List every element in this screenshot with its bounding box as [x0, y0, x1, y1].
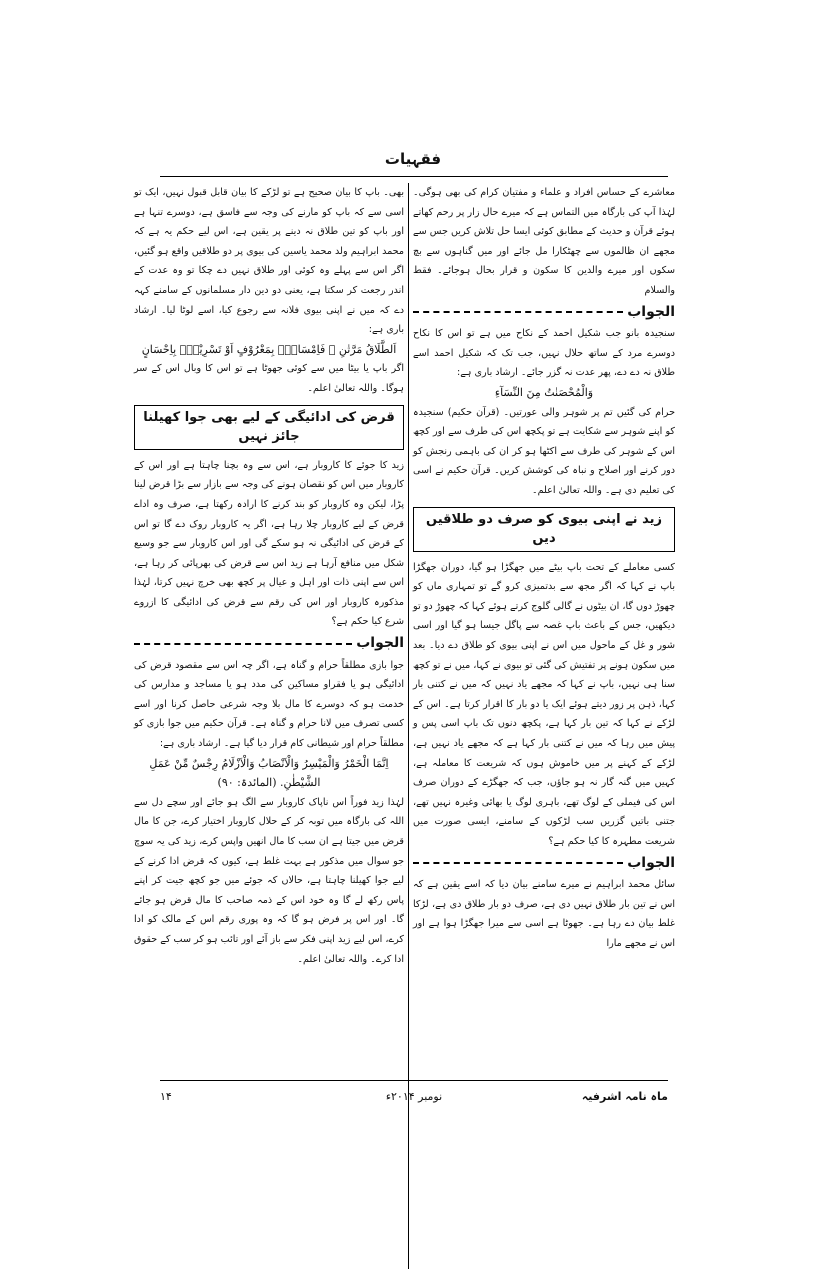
arabic-verse-3: اِنَّمَا الْخَمْرُ وَالْمَيْسِرُ وَالْاَنْصَابُ وَالْاَزْلَامُ رِجْسٌ مِّنْ عَمَلِ الشَّيْطٰنِ. (المائدۃ: ۹۰) — [149, 756, 389, 790]
question-text-2: کسی معاملے کے تحت باپ بیٹے میں جھگڑا ہو گیا، دوران جھگڑا باپ نے کہا کہ اگر مجھ سے بدتمیزی کرو گے تو تمہاری ماں کو چھوڑ دوں گا، ان بیٹوں نے گالی گلوج کرتے ہوئے کہا کہ چھوڑ دو تو دیکھیں، جس کے باعث باپ غصہ سے پاگل جیسا ہو گیا اور اسی شور و غل کے ماحول میں اس نے اپنی بیوی کو طلاق دے دیا۔ بعد میں سکون ہونے پر تفتیش کی گئی تو بیوی نے کہا، میں نے تو کچھ سنا ہی نہیں، باپ نے کہا کہ مجھے یاد نہیں کہ میں نے کتنی بار کہا، ذہن پر زور دیتے ہوئے ایک یا دو بار کا اقرار کرتا ہے۔ اس کے لڑکے نے کہا کہ تین بار کہا ہے، پکچھ دنوں تک باپ اسی پس و پیش میں رہا کہ میں نے کتنی بار کہا ہے کہ مجھے یاد نہیں ہے، لڑکے کے کہنے پر میں خاموش ہوں کہ شریعت کا معاملہ ہے، کہیں میں گنہ گار نہ ہو جاؤں، جب کہ جھگڑے کے دوران صرف اس کی فیملی کے لوگ تھے، باہری لوگ یا بھائی وغیرہ نہیں تھے، جتنی باتیں گزریں سب لڑکوں کے سامنے، ایسی صورت میں شریعت مطہرہ کا کیا حکم ہے؟ — [412, 561, 675, 847]
answer-text-1b: حرام کی گئیں تم پر شوہر والی عورتیں۔ (قرآن حکیم) سنجیدہ کو اپنے شوہر سے شکایت ہے تو پکچھ اس کی طرف سے اور کچھ اس کے شوہر کی طرف سے اکٹھا ہو کر ان کی باہمی رنجش کو دور کرنے اور اصلاح و نباہ کی کوشش کریں۔ قرآن حکیم نے اسی کی تعلیم دی ہے۔ واللہ تعالیٰ اعلم۔ — [413, 406, 675, 496]
footer — [160, 1090, 668, 1110]
right-intro: معاشرے کے حساس افراد و علماء و مفتیان کرام کی بھی ہوگی۔ لہٰذا آپ کی بارگاہ میں التماس ہے کہ میرے حال زار پر رحم کھاتے ہوئے قرآن و حدیث کے مطابق کوئی ایسا حل تلاش کریں جس سے مجھے ان ظالموں سے چھٹکارا مل جائے اور میں گناہوں سے بچ سکوں اور میرے والدین کا سکون و قرار بحال ہوجائے۔ فقط والسلام — [413, 187, 675, 296]
answer-text-3b: لہٰذا زید فوراً اس ناپاک کاروبار سے الگ ہو جائے اور سچے دل سے اللہ کی بارگاہ میں توبہ کر کے حلال کاروبار اختیار کرے، جن کا مال قرض میں جیتا ہے ان سب کا مال انھیں واپس کرے، زید کی یہ سوچ جو سوال میں مذکور ہے بہت غلط ہے، کیوں کہ قرض ادا کرنے کے لیے جوا کھیلنا چاہتا ہے، حالاں کہ جوئے میں جو کچھ جیت کر اپنے پاس رکھ لے گا وہ خود اس کے ذمہ صاحب کا مال قرض ہو جائے گا۔ اور اس پر فرض ہو گا کہ وہ پوری رقم اس کے مالک کو ادا کرے، اس لیے زید اپنی فکر سے باز آئے اور تائب ہو کر سب کے حقوق ادا کرے۔ واللہ تعالیٰ اعلم۔ — [134, 796, 404, 965]
section-title-box-2: زید نے اپنی بیوی کو صرف دو طلاقیں دیں — [413, 507, 675, 552]
left-column — [134, 183, 404, 969]
page-title: فقہیات — [384, 150, 442, 168]
footer-rule — [160, 1080, 668, 1081]
answer-heading-3 — [134, 634, 404, 654]
question-text-1: زید کا جوئے کا کاروبار ہے، اس سے وہ بچنا چاہتا ہے اور اس کے کاروبار میں اس کو نقصان ہونے کی وجہ سے بازار سے بڑا قرض لینا پڑا، لیکن وہ کاروبار کو بند کرنے کا ارادہ رکھتا ہے، صرف وہ اداے قرض کے لیے کاروبار چلا رہا ہے، اگر یہ کاروبار روک دے گا تو اس کے قرض کی ادائیگی نہ ہو سکے گی اور اس کاروبار سے جو وسیع شکل میں منافع آرہا ہے زید اس سے قرض کی بھرپائی کر رہا ہے، اس سے اپنی ذات اور اہل و عیال پر کچھ بھی خرچ نہیں کرتا، لہٰذا مذکورہ کاروبار اور اس کی رقم سے قرض کی ادائیگی کا ازروے شرع کیا حکم ہے؟ — [134, 459, 404, 628]
left-intro-2: اگر باپ یا بیٹا میں سے کوئی جھوٹا ہے تو اس کا وبال اس کے سر ہوگا۔ واللہ تعالیٰ اعلم۔ — [134, 363, 404, 394]
dash-rule — [413, 311, 623, 313]
answer-text-2: سائل محمد ابراہیم نے میرے سامنے بیان دیا کہ اسے یقین ہے کہ اس نے تین بار طلاق نہیں دی ہے، صرف دو بار طلاق دی ہے، لڑکا غلط بیان دے رہا ہے۔ جھوٹا ہے اسی سے میرا جھگڑا ہوا ہے اور اس نے مجھے مارا — [413, 879, 675, 949]
issue-date: نومبر ۲۰۱۴ء — [385, 1090, 443, 1103]
left-intro: بھی۔ باپ کا بیان صحیح ہے تو لڑکے کا بیان قابل قبول نہیں، ایک تو اسی سے کہ باپ کو مارنے کی وجہ سے فاسق ہے، دوسرے تنہا ہے اور باپ کو تین طلاق نہ دینے پر یقین ہے، اس لیے حکم یہ ہے کہ محمد ابراہیم ولد محمد یاسین کی بیوی پر دو طلاقیں واقع ہو گئیں، اگر اس سے پہلے وہ کوئی اور طلاق نہیں دے چکا تو وہ عدت کے اندر رجعت کر سکتا ہے، یعنی دو دین دار مسلمانوں کے سامنے کہہ دے کہ میں نے اپنی بیوی فلانہ سے رجوع کیا، اسے لوٹا لیا۔ ارشاد باری ہے: — [134, 187, 404, 336]
answer-label: الجواب — [356, 635, 404, 652]
answer-text-1: سنجیدہ بانو جب شکیل احمد کے نکاح میں ہے تو اس کا نکاح دوسرے مرد کے ساتھ حلال نہیں، جب تک کہ شکیل احمد اسے طلاق نہ دے دے، پھر عدت نہ گزر جائے۔ ارشاد باری ہے: — [413, 328, 675, 379]
dash-rule — [413, 862, 623, 864]
header-rule — [160, 176, 668, 177]
magazine-name: ماہ نامہ اشرفیہ — [581, 1090, 668, 1103]
answer-text-3: جوا بازی مطلقاً حرام و گناہ ہے، اگر چہ اس سے مقصود قرض کی ادائیگی ہو یا فقراو مساکین کی مدد ہو یا مساجد و مدارس کی خدمت ہو کہ دوسرے کا مال بلا وجہ شرعی حاصل کرنا اور اسے کسی تصرف میں لانا حرام و گناہ ہے۔ قرآن حکیم میں جوا بازی کو مطلقاً حرام اور شیطانی کام قرار دیا گیا ہے۔ ارشاد باری ہے: — [134, 659, 404, 750]
answer-heading-2 — [413, 854, 675, 874]
section-title-box-1: قرض کی ادائیگی کے لیے بھی جوا کھیلنا جائز نہیں — [134, 405, 404, 450]
page-number: ۱۴ — [160, 1090, 172, 1103]
arabic-verse-2: اَلطَّلَاقُ مَرَّتٰنِ ۪ فَاِمْسَاكٌۢ بِمَعْرُوْفٍ اَوْ تَسْرِيْحٌۢ بِاِحْسَانٍ — [141, 342, 397, 356]
answer-label: الجواب — [627, 854, 675, 871]
right-column — [413, 183, 675, 954]
answer-label: الجواب — [627, 303, 675, 320]
arabic-verse-1: وَالْمُحْصَنٰتُ مِنَ النِّسَآءِ — [494, 385, 594, 399]
dash-rule — [134, 643, 352, 645]
answer-heading-1 — [413, 303, 675, 323]
